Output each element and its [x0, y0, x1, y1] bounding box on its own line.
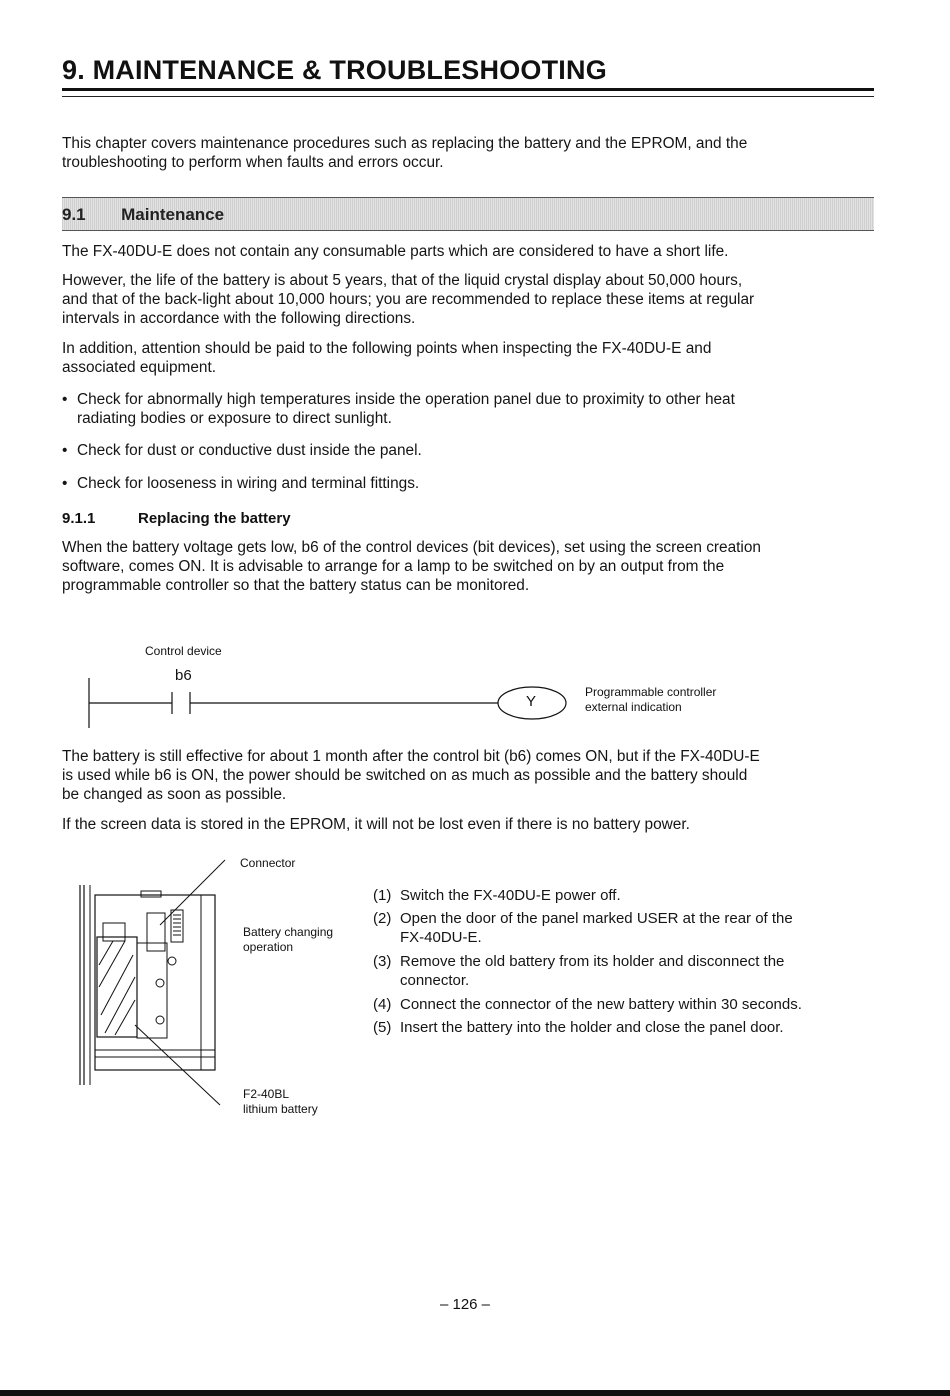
paragraph-1: The FX-40DU-E does not contain any consumable parts which are considered to have a short life. [62, 243, 729, 260]
chapter-title: 9. MAINTENANCE & TROUBLESHOOTING [62, 55, 607, 85]
bullet-text: Check for looseness in wiring and terminal fittings. [77, 475, 420, 492]
step-number: (5) [373, 1019, 392, 1036]
step-text: connector. [400, 972, 470, 989]
bullet-item [62, 474, 874, 494]
coil-label: Y [526, 693, 537, 710]
paragraph-3-line-1: In addition, attention should be paid to the following points when inspecting the FX-40DU-E and [62, 340, 712, 357]
battery-note-line-3: be changed as soon as possible. [62, 786, 287, 803]
step-text: Switch the FX-40DU-E power off. [400, 887, 621, 904]
section-heading [62, 205, 224, 225]
bullet-dot: • [62, 475, 68, 492]
paragraph-2-line-2: and that of the back-light about 10,000 hours; you are recommended to replace these items at regular [62, 291, 755, 308]
operation-label-line-2: operation [243, 940, 294, 954]
step-item [373, 995, 873, 1015]
step-number: (4) [373, 996, 392, 1013]
subsection-number: 9.1.1 [62, 510, 96, 527]
paragraph-2-line-1: However, the life of the battery is about 5 years, that of the liquid crystal display about 50,000 hours, [62, 272, 743, 289]
output-label-line-2: external indication [585, 700, 682, 714]
battery-compartment-figure [75, 855, 245, 1115]
ladder-diagram [80, 670, 580, 730]
battery-note-line-1: The battery is still effective for about 1 month after the control bit (b6) comes ON, but if the FX-40DU-E [62, 748, 760, 765]
operation-label-line-1: Battery changing [243, 925, 334, 939]
battery-text-line-3: programmable controller so that the battery status can be monitored. [62, 577, 530, 594]
step-item [373, 952, 873, 992]
section-title: Maintenance [121, 205, 225, 224]
contact-label: b6 [175, 667, 192, 684]
bullet-dot: • [62, 442, 68, 459]
step-text: FX-40DU-E. [400, 929, 482, 946]
battery-text-line-1: When the battery voltage gets low, b6 of the control devices (bit devices), set using the screen creation [62, 539, 761, 556]
step-item [373, 909, 873, 949]
intro-line-2: troubleshooting to perform when faults and errors occur. [62, 154, 444, 171]
scan-edge [0, 1390, 950, 1396]
bullet-item [62, 441, 874, 461]
connector-label: Connector [240, 856, 296, 870]
battery-label-line-2: lithium battery [243, 1102, 318, 1116]
step-item [373, 1018, 873, 1038]
control-device-label: Control device [145, 644, 222, 658]
title-rule [62, 88, 874, 91]
bullet-dot: • [62, 391, 68, 408]
step-number: (3) [373, 953, 392, 970]
step-text: Insert the battery into the holder and close the panel door. [400, 1019, 784, 1036]
bullet-text: Check for dust or conductive dust inside the panel. [77, 442, 422, 459]
eprom-note: If the screen data is stored in the EPROM, it will not be lost even if there is no battery power. [62, 816, 690, 833]
paragraph-3-line-2: associated equipment. [62, 359, 217, 376]
step-text: Remove the old battery from its holder and disconnect the [400, 953, 785, 970]
step-text: Connect the connector of the new battery within 30 seconds. [400, 996, 802, 1013]
step-item [373, 886, 873, 906]
title-rule-thin [62, 96, 874, 97]
step-number: (2) [373, 910, 392, 927]
output-label-line-1: Programmable controller [585, 685, 717, 699]
intro-line-1: This chapter covers maintenance procedures such as replacing the battery and the EPROM, and the [62, 135, 748, 152]
step-number: (1) [373, 887, 392, 904]
step-text: Open the door of the panel marked USER at the rear of the [400, 910, 793, 927]
paragraph-2-line-3: intervals in accordance with the following directions. [62, 310, 416, 327]
subsection-title: Replacing the battery [138, 510, 291, 527]
bullet-item [62, 390, 874, 430]
battery-text-line-2: software, comes ON. It is advisable to arrange for a lamp to be switched on by an output from the [62, 558, 725, 575]
section-number: 9.1 [62, 205, 86, 224]
bullet-text: Check for abnormally high temperatures inside the operation panel due to proximity to other heat [77, 391, 735, 408]
bullet-text: radiating bodies or exposure to direct sunlight. [77, 410, 392, 427]
battery-label-line-1: F2-40BL [243, 1087, 290, 1101]
battery-note-line-2: is used while b6 is ON, the power should be switched on as much as possible and the battery should [62, 767, 748, 784]
page-number: – 126 – [439, 1296, 491, 1313]
